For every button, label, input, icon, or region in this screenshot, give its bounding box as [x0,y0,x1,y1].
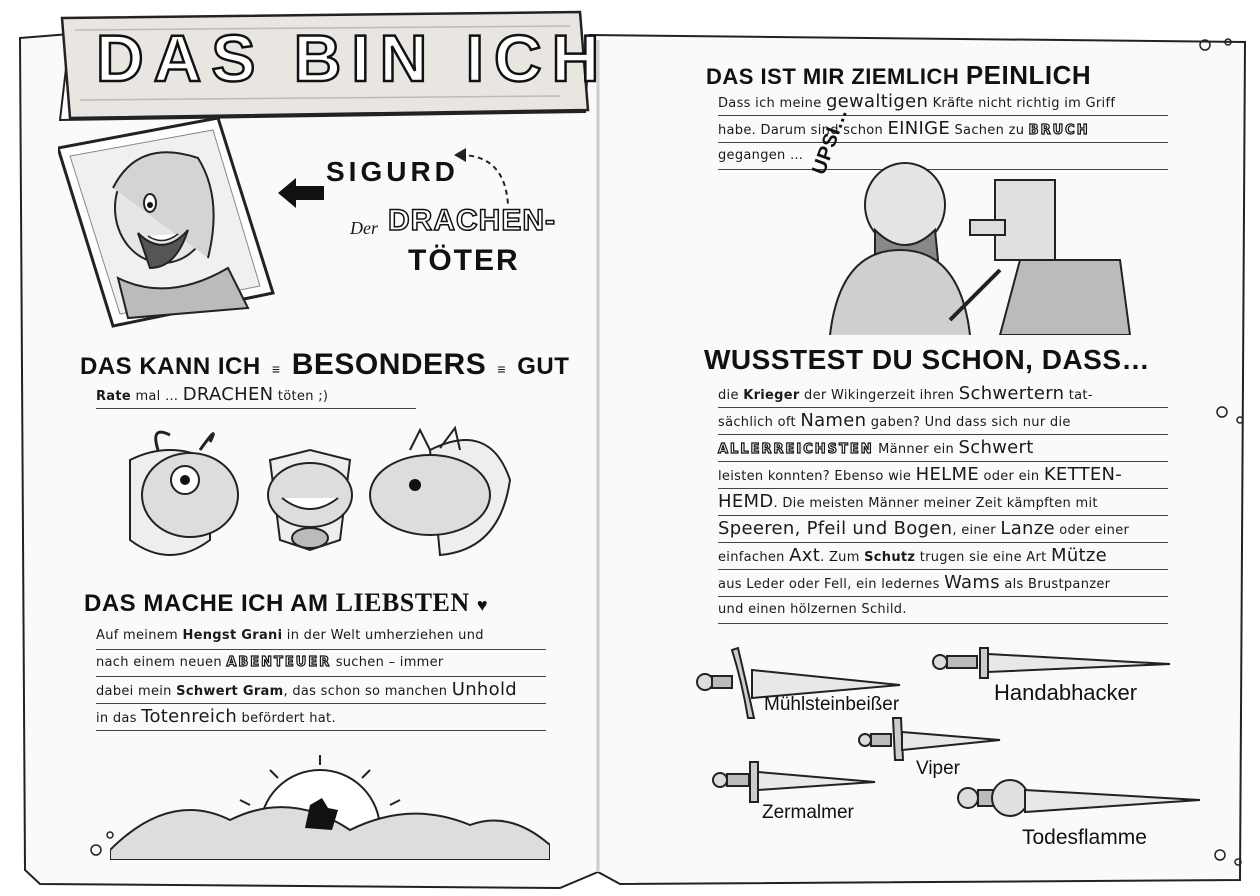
text-segment: Mütze [1050,545,1108,566]
text-segment: als Brustpanzer [999,577,1111,592]
text-line [718,90,1115,117]
embarrassing-heading-b: PEINLICH [965,60,1092,90]
text-segment: oder einer [1054,523,1130,538]
text-segment: in der Welt umherziehen und [282,628,484,643]
text-line [718,463,1122,490]
text-segment: töten ;) [273,389,329,404]
ruled-line [96,408,416,409]
text-line [96,624,484,651]
text-line [718,571,1110,598]
text-segment: HELME [915,464,980,485]
skill-heading [80,348,569,382]
sword-viper [859,718,1000,760]
skill-heading-a: DAS KANN ICH [80,353,261,380]
text-segment: mal … [131,389,183,404]
ruled-line [718,515,1168,516]
text-segment: Totenreich [141,706,238,727]
emphasis-lines-icon: ≡ [497,361,507,377]
text-segment: Rate [96,389,132,404]
text-segment: einfachen [718,550,790,565]
sword-label-zermalmer: Zermalmer [762,802,854,823]
upsi-exclamation: UPSI… [808,104,853,178]
sunset-rider-illustration [110,750,550,860]
ruled-line [718,569,1168,570]
text-line [718,436,1034,463]
ruled-line [718,142,1168,143]
portrait-title-drachen: DRACHEN- [388,204,556,237]
ruled-line [718,434,1168,435]
ruled-line [718,461,1168,462]
favorite-heading [84,588,488,618]
favorite-heading-b: LIEBSTEN [335,588,470,617]
text-segment: gewaltigen [825,91,929,112]
arrow-left-icon [276,178,326,208]
text-segment: Unhold [451,679,517,700]
did-you-know-text-block [718,382,1168,632]
text-segment: BRUCH [1028,123,1090,138]
text-line [96,678,517,705]
text-segment: Wams [944,572,1000,593]
text-line [718,117,1090,144]
text-segment: dabei mein [96,684,177,699]
text-segment: gaben? Und dass sich nur die [866,415,1071,430]
sword-handabhacker [933,648,1170,678]
sword-label-muehlsteinbeisser: Mühlsteinbeißer [764,694,900,715]
ruled-line [96,703,546,704]
ruled-line [96,676,546,677]
text-segment: Schwert Gram [176,684,284,699]
favorite-text-block [96,624,546,734]
text-segment: Namen [800,410,867,431]
text-segment: Hengst Grani [182,628,283,643]
text-line [718,382,1093,409]
sword-label-handabhacker: Handabhacker [994,680,1138,705]
text-segment: Lanze [1000,518,1055,539]
text-line [718,144,803,171]
portrait-title-der: Der [350,218,378,238]
page-title: DAS BIN ICH [96,21,610,95]
text-segment: nach einem neuen [96,655,227,670]
embarrassing-heading [706,60,1091,91]
ruled-line [718,488,1168,489]
embarrassing-heading-a: DAS IST MIR ZIEMLICH [706,64,960,89]
text-segment: Speeren, Pfeil und Bogen [718,518,953,539]
ruled-line [96,730,546,731]
text-segment: und einen hölzernen Schild. [718,602,907,617]
text-segment: Krieger [743,388,800,403]
emphasis-lines-icon: ≡ [271,361,281,377]
text-segment: HEMD [718,491,774,512]
text-segment: , einer [952,523,1001,538]
text-segment: . Zum [820,550,865,565]
text-segment: habe. Darum sind schon [718,123,888,138]
favorite-heading-a: DAS MACHE ICH AM [84,590,329,617]
skill-heading-c: GUT [517,353,570,380]
text-line [96,705,336,732]
sword-zermalmer [713,762,875,802]
text-segment: , das schon so manchen [283,684,452,699]
heart-icon: ♥ [476,595,489,615]
text-segment: Kräfte nicht richtig im Griff [928,96,1116,111]
text-line [96,384,328,410]
text-segment: KETTEN- [1043,464,1123,485]
ruled-line [718,407,1168,408]
text-segment: die [718,388,744,403]
sigurd-portrait-illustration [58,118,278,328]
ruled-line [718,115,1168,116]
skill-text-block [96,384,416,412]
text-segment: leisten konnten? Ebenso wie [718,469,916,484]
sword-label-todesflamme: Todesflamme [1022,826,1147,849]
text-segment: DRACHEN [182,384,274,405]
text-segment: . Die meisten Männer meiner Zeit kämpften mit [773,496,1098,511]
text-segment: oder ein [979,469,1044,484]
portrait-title-toeter: TÖTER [408,244,520,277]
text-segment: Schutz [864,550,916,565]
text-line [718,544,1107,571]
text-line [718,490,1098,517]
text-segment: ALLERREICHSTEN [718,442,874,457]
did-you-know-heading: WUSSTEST DU SCHON, DASS… [704,344,1151,375]
text-segment: aus Leder oder Fell, ein ledernes [718,577,945,592]
text-segment: in das [96,711,142,726]
text-segment: befördert hat. [237,711,336,726]
text-line [718,409,1071,436]
ruled-line [718,623,1168,624]
dragon-trophies-illustration [110,420,530,570]
text-segment: Auf meinem [96,628,183,643]
sword-label-viper: Viper [916,758,961,779]
sigurd-broken-hammer-illustration [820,150,1150,335]
text-segment: Axt [789,545,821,566]
text-line [96,651,444,678]
portrait-name: SIGURD [326,156,459,187]
text-segment: trugen sie eine Art [915,550,1051,565]
ruled-line [96,649,546,650]
text-line [718,517,1129,544]
text-segment: Sachen zu [950,123,1029,138]
sword-todesflamme [958,780,1200,816]
ruled-line [718,596,1168,597]
text-segment: gegangen … [718,148,804,163]
text-line [718,598,907,625]
text-segment: Männer ein [873,442,959,457]
text-segment: Dass ich meine [718,96,826,111]
text-segment: der Wikingerzeit ihren [799,388,959,403]
ruled-line [718,542,1168,543]
text-segment: EINIGE [887,118,951,139]
text-segment: sächlich oft [718,415,801,430]
text-segment: suchen – immer [331,655,444,670]
text-segment: Schwert [958,437,1034,458]
text-segment: ABENTEUER [226,655,332,670]
text-segment: tat- [1064,388,1093,403]
skill-heading-b: BESONDERS [291,348,487,381]
text-segment: Schwertern [958,383,1065,404]
